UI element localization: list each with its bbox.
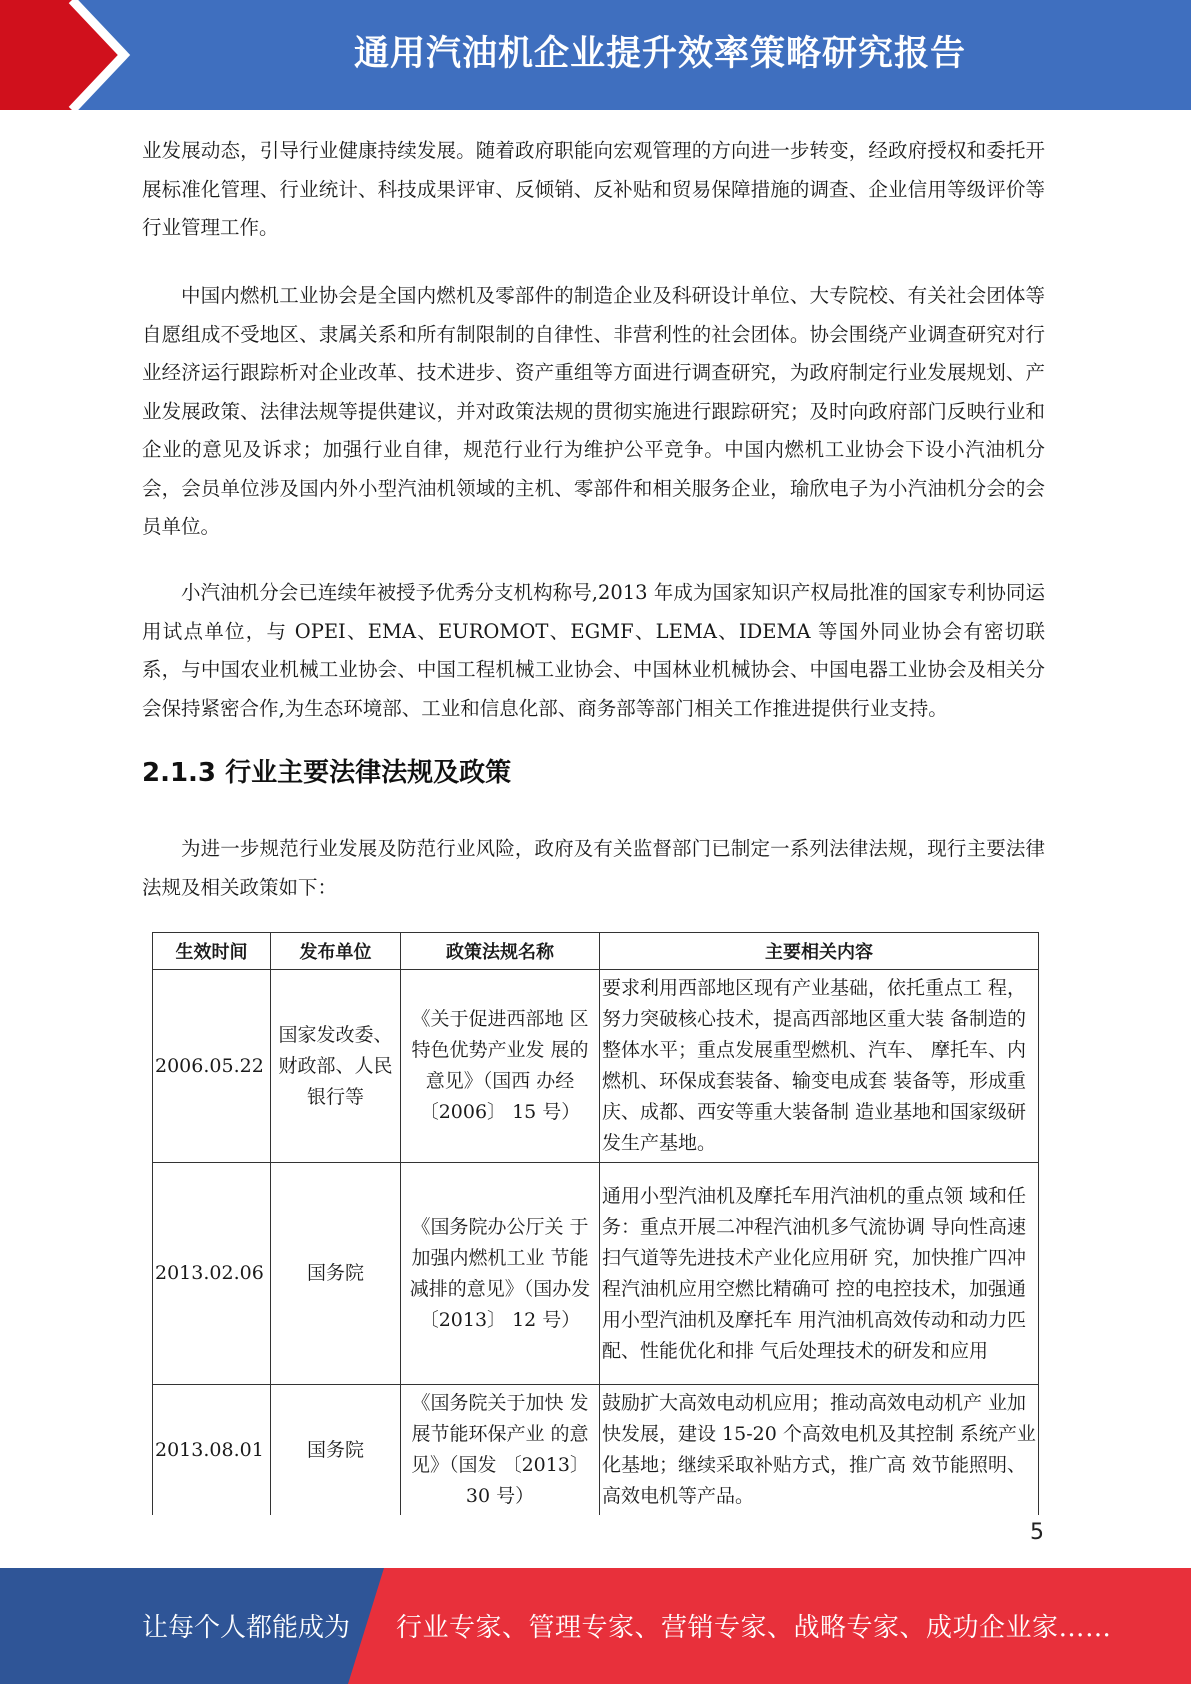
cell-date: 2013.02.06	[153, 1163, 271, 1385]
cell-unit: 国务院	[271, 1163, 401, 1385]
cell-policy-name: 《国务院关于加快 发展节能环保产业 的意见》（国发 〔2013〕 30 号）	[401, 1385, 600, 1516]
page-number: 5	[1030, 1520, 1044, 1545]
cell-unit: 国家发改委、财政部、人民银行等	[271, 970, 401, 1163]
header-arrow-decoration	[0, 0, 150, 110]
policy-table	[152, 932, 1039, 1515]
column-header-policy-name: 政策法规名称	[401, 933, 600, 970]
paragraph-association-intro: 中国内燃机工业协会是全国内燃机及零部件的制造企业及科研设计单位、大专院校、有关社会团体等自愿组成不受地区、隶属关系和所有制限制的自律性、非营利性的社会团体。协会围绕产业调查研究对行业经济运行跟踪析对企业改革、技术进步、资产重组等方面进行调查研究，为政府制定行业发展规划、产业发展政策、法律法规等提供建议，并对政策法规的贯彻实施进行跟踪研究；及时向政府部门反映行业和企业的意见及诉求；加强行业自律，规范行业行为维护公平竞争。中国内燃机工业协会下设小汽油机分会，会员单位涉及国内外小型汽油机领域的主机、零部件和相关服务企业，瑜欣电子为小汽油机分会的会员单位。	[142, 284, 1045, 538]
column-header-date: 生效时间	[153, 933, 271, 970]
page-footer	[0, 1568, 1191, 1684]
section-intro-paragraph: 为进一步规范行业发展及防范行业风险，政府及有关监督部门已制定一系列法律法规，现行主要法律法规及相关政策如下：	[142, 837, 1045, 899]
report-title: 通用汽油机企业提升效率策略研究报告	[353, 34, 966, 74]
cell-policy-name: 《关于促进西部地 区特色优势产业发 展的意见》（国西 办经〔2006〕 15 号）	[401, 970, 600, 1163]
table-header-row	[153, 933, 1039, 970]
column-header-unit: 发布单位	[271, 933, 401, 970]
cell-date: 2006.05.22	[153, 970, 271, 1163]
column-header-content: 主要相关内容	[600, 933, 1039, 970]
cell-date: 2013.08.01	[153, 1385, 271, 1516]
cell-unit: 国务院	[271, 1385, 401, 1516]
footer-slogan-right: 行业专家、管理专家、营销专家、战略专家、成功企业家……	[396, 1613, 1112, 1643]
footer-slogan-left: 让每个人都能成为	[142, 1613, 351, 1643]
paragraph-branch-intro: 小汽油机分会已连续年被授予优秀分支机构称号,2013 年成为国家知识产权局批准的国家专利协同运用试点单位，与 OPEI、EMA、EUROMOT、EGMF、LEMA、IDEMA 等国外同业协会有密切联系，与中国农业机械工业协会、中国工程机械工业协会、中国林业机械协会、中国电器工业协会及相关分会保持紧密合作,为生态环境部、工业和信息化部、商务部等部门相关工作推进提供行业支持。	[142, 581, 1045, 720]
table-row	[153, 970, 1039, 1163]
cell-content: 要求利用西部地区现有产业基础，依托重点工 程，努力突破核心技术，提高西部地区重大装 备制造的整体水平；重点发展重型燃机、汽车、 摩托车、内燃机、环保成套装备、输变电成套 装备等，形成重庆、成都、西安等重大装备制 造业基地和国家级研发生产基地。	[600, 970, 1039, 1163]
table-row	[153, 1385, 1039, 1516]
table-row	[153, 1163, 1039, 1385]
cell-policy-name: 《国务院办公厅关 于加强内燃机工业 节能减排的意见》（国办发〔2013〕 12 号）	[401, 1163, 600, 1385]
cell-content: 鼓励扩大高效电动机应用；推动高效电动机产 业加快发展，建设 15-20 个高效电机及其控制 系统产业化基地；继续采取补贴方式，推广高 效节能照明、高效电机等产品。	[600, 1385, 1039, 1516]
paragraph-industry-dynamics: 业发展动态，引导行业健康持续发展。随着政府职能向宏观管理的方向进一步转变，经政府授权和委托开展标准化管理、行业统计、科技成果评审、反倾销、反补贴和贸易保障措施的调查、企业信用等级评价等行业管理工作。	[142, 139, 1045, 239]
cell-content: 通用小型汽油机及摩托车用汽油机的重点领 域和任务：重点开展二冲程汽油机多气流协调 导向性高速扫气道等先进技术产业化应用研 究，加快推广四冲程汽油机应用空燃比精确可 控的电控技术，加强通用小型汽油机及摩托车 用汽油机高效传动和动力匹配、性能优化和排 气后处理技术的研发和应用	[600, 1163, 1039, 1385]
page-header	[0, 0, 1191, 110]
section-heading: 2.1.3 行业主要法律法规及政策	[142, 758, 512, 788]
